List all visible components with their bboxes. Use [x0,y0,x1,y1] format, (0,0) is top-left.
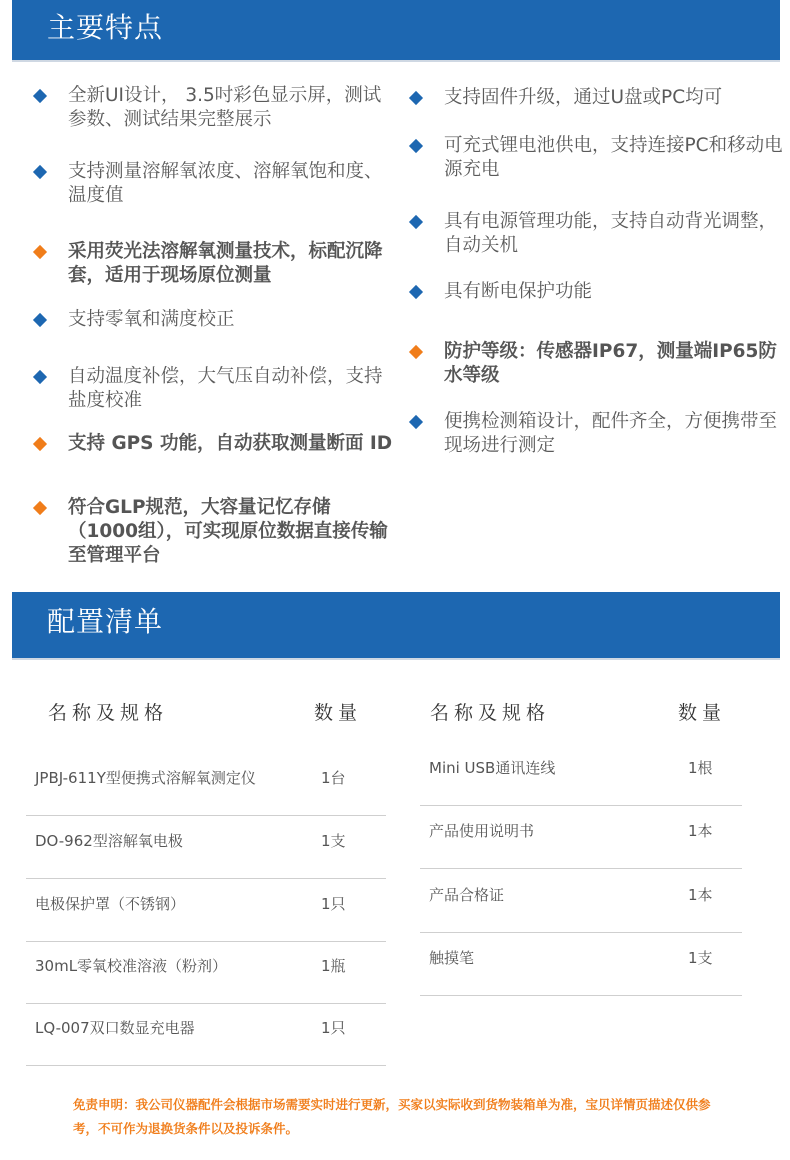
item-name: 30mL零氧校准溶液（粉剂） [35,957,228,975]
feature-item [34,160,394,208]
feature-text: 自动温度补偿，大气压自动补偿，支持盐度校准 [68,366,383,411]
diamond-bullet-icon [33,501,47,515]
feature-item [410,86,785,110]
feature-text: 便携检测箱设计，配件齐全，方便携带至现场进行测定 [444,411,778,456]
diamond-bullet-icon [409,139,423,153]
diamond-bullet-icon [409,345,423,359]
feature-item [410,210,785,258]
feature-item [410,410,785,458]
table-header-name-left: 名称及规格 [48,702,169,724]
feature-text: 支持固件升级，通过U盘或PC均可 [444,87,723,108]
item-qty: 1台 [321,769,346,787]
disclaimer-text: 免责申明：我公司仪器配件会根据市场需要实时进行更新，买家以实际收到货物装箱单为准，宝贝详情页描述仅供参考，不可作为退换货条件以及投诉条件。 [73,1097,711,1136]
table-row [420,744,742,806]
item-qty: 1本 [688,886,713,904]
item-qty: 1本 [688,822,713,840]
table-header-name-right: 名称及规格 [430,702,551,724]
feature-text: 具有电源管理功能，支持自动背光调整，自动关机 [444,211,778,256]
diamond-bullet-icon [33,437,47,451]
features-section-title: 主要特点 [47,11,164,44]
feature-item [410,340,785,388]
table-row [420,871,742,933]
feature-text: 采用荧光法溶解氧测量技术，标配沉降套，适用于现场原位测量 [68,241,383,286]
item-qty: 1只 [321,895,346,913]
feature-item [34,365,394,413]
feature-item [34,308,394,332]
feature-text: 全新UI设计， 3.5吋彩色显示屏，测试参数、测试结果完整展示 [68,85,382,130]
item-name: LQ-007双口数显充电器 [35,1019,195,1037]
table-row [26,1004,386,1066]
item-name: 产品合格证 [429,886,505,904]
feature-text: 支持测量溶解氧浓度、溶解氧饱和度、温度值 [68,161,383,206]
feature-item [410,134,785,182]
feature-item [34,84,394,132]
diamond-bullet-icon [33,370,47,384]
features-section-banner [12,0,780,62]
item-qty: 1只 [321,1019,346,1037]
feature-text: 支持零氧和满度校正 [68,309,235,330]
feature-text: 防护等级：传感器IP67，测量端IP65防水等级 [444,341,777,386]
diamond-bullet-icon [33,245,47,259]
diamond-bullet-icon [409,215,423,229]
item-name: Mini USB通讯连线 [429,759,556,777]
item-name: DO-962型溶解氧电极 [35,832,183,850]
table-header-qty-left: 数量 [314,702,363,724]
table-row [420,934,742,996]
feature-text: 符合GLP规范，大容量记忆存储（1000组），可实现原位数据直接传输至管理平台 [68,497,388,566]
feature-item [34,432,394,456]
config-section-title: 配置清单 [47,605,164,638]
table-row [26,754,386,816]
feature-item [34,240,394,288]
table-row [26,880,386,942]
table-row [26,942,386,1004]
item-name: 电极保护罩（不锈钢） [35,895,186,913]
table-row [420,807,742,869]
table-row [26,817,386,879]
item-qty: 1根 [688,759,713,777]
diamond-bullet-icon [409,91,423,105]
diamond-bullet-icon [409,285,423,299]
item-qty: 1支 [688,949,713,967]
feature-item [410,280,785,304]
diamond-bullet-icon [33,165,47,179]
diamond-bullet-icon [33,313,47,327]
config-section-banner [12,592,780,660]
feature-item [34,496,394,568]
table-header-qty-right: 数量 [678,702,727,724]
feature-text: 具有断电保护功能 [444,281,593,302]
diamond-bullet-icon [409,415,423,429]
feature-text: 支持 GPS 功能，自动获取测量断面 ID [68,433,393,454]
item-qty: 1支 [321,832,346,850]
feature-text: 可充式锂电池供电，支持连接PC和移动电源充电 [444,135,783,180]
item-name: 触摸笔 [429,949,475,967]
item-name: 产品使用说明书 [429,822,535,840]
diamond-bullet-icon [33,89,47,103]
item-name: JPBJ-611Y型便携式溶解氧测定仪 [35,769,256,787]
item-qty: 1瓶 [321,957,346,975]
